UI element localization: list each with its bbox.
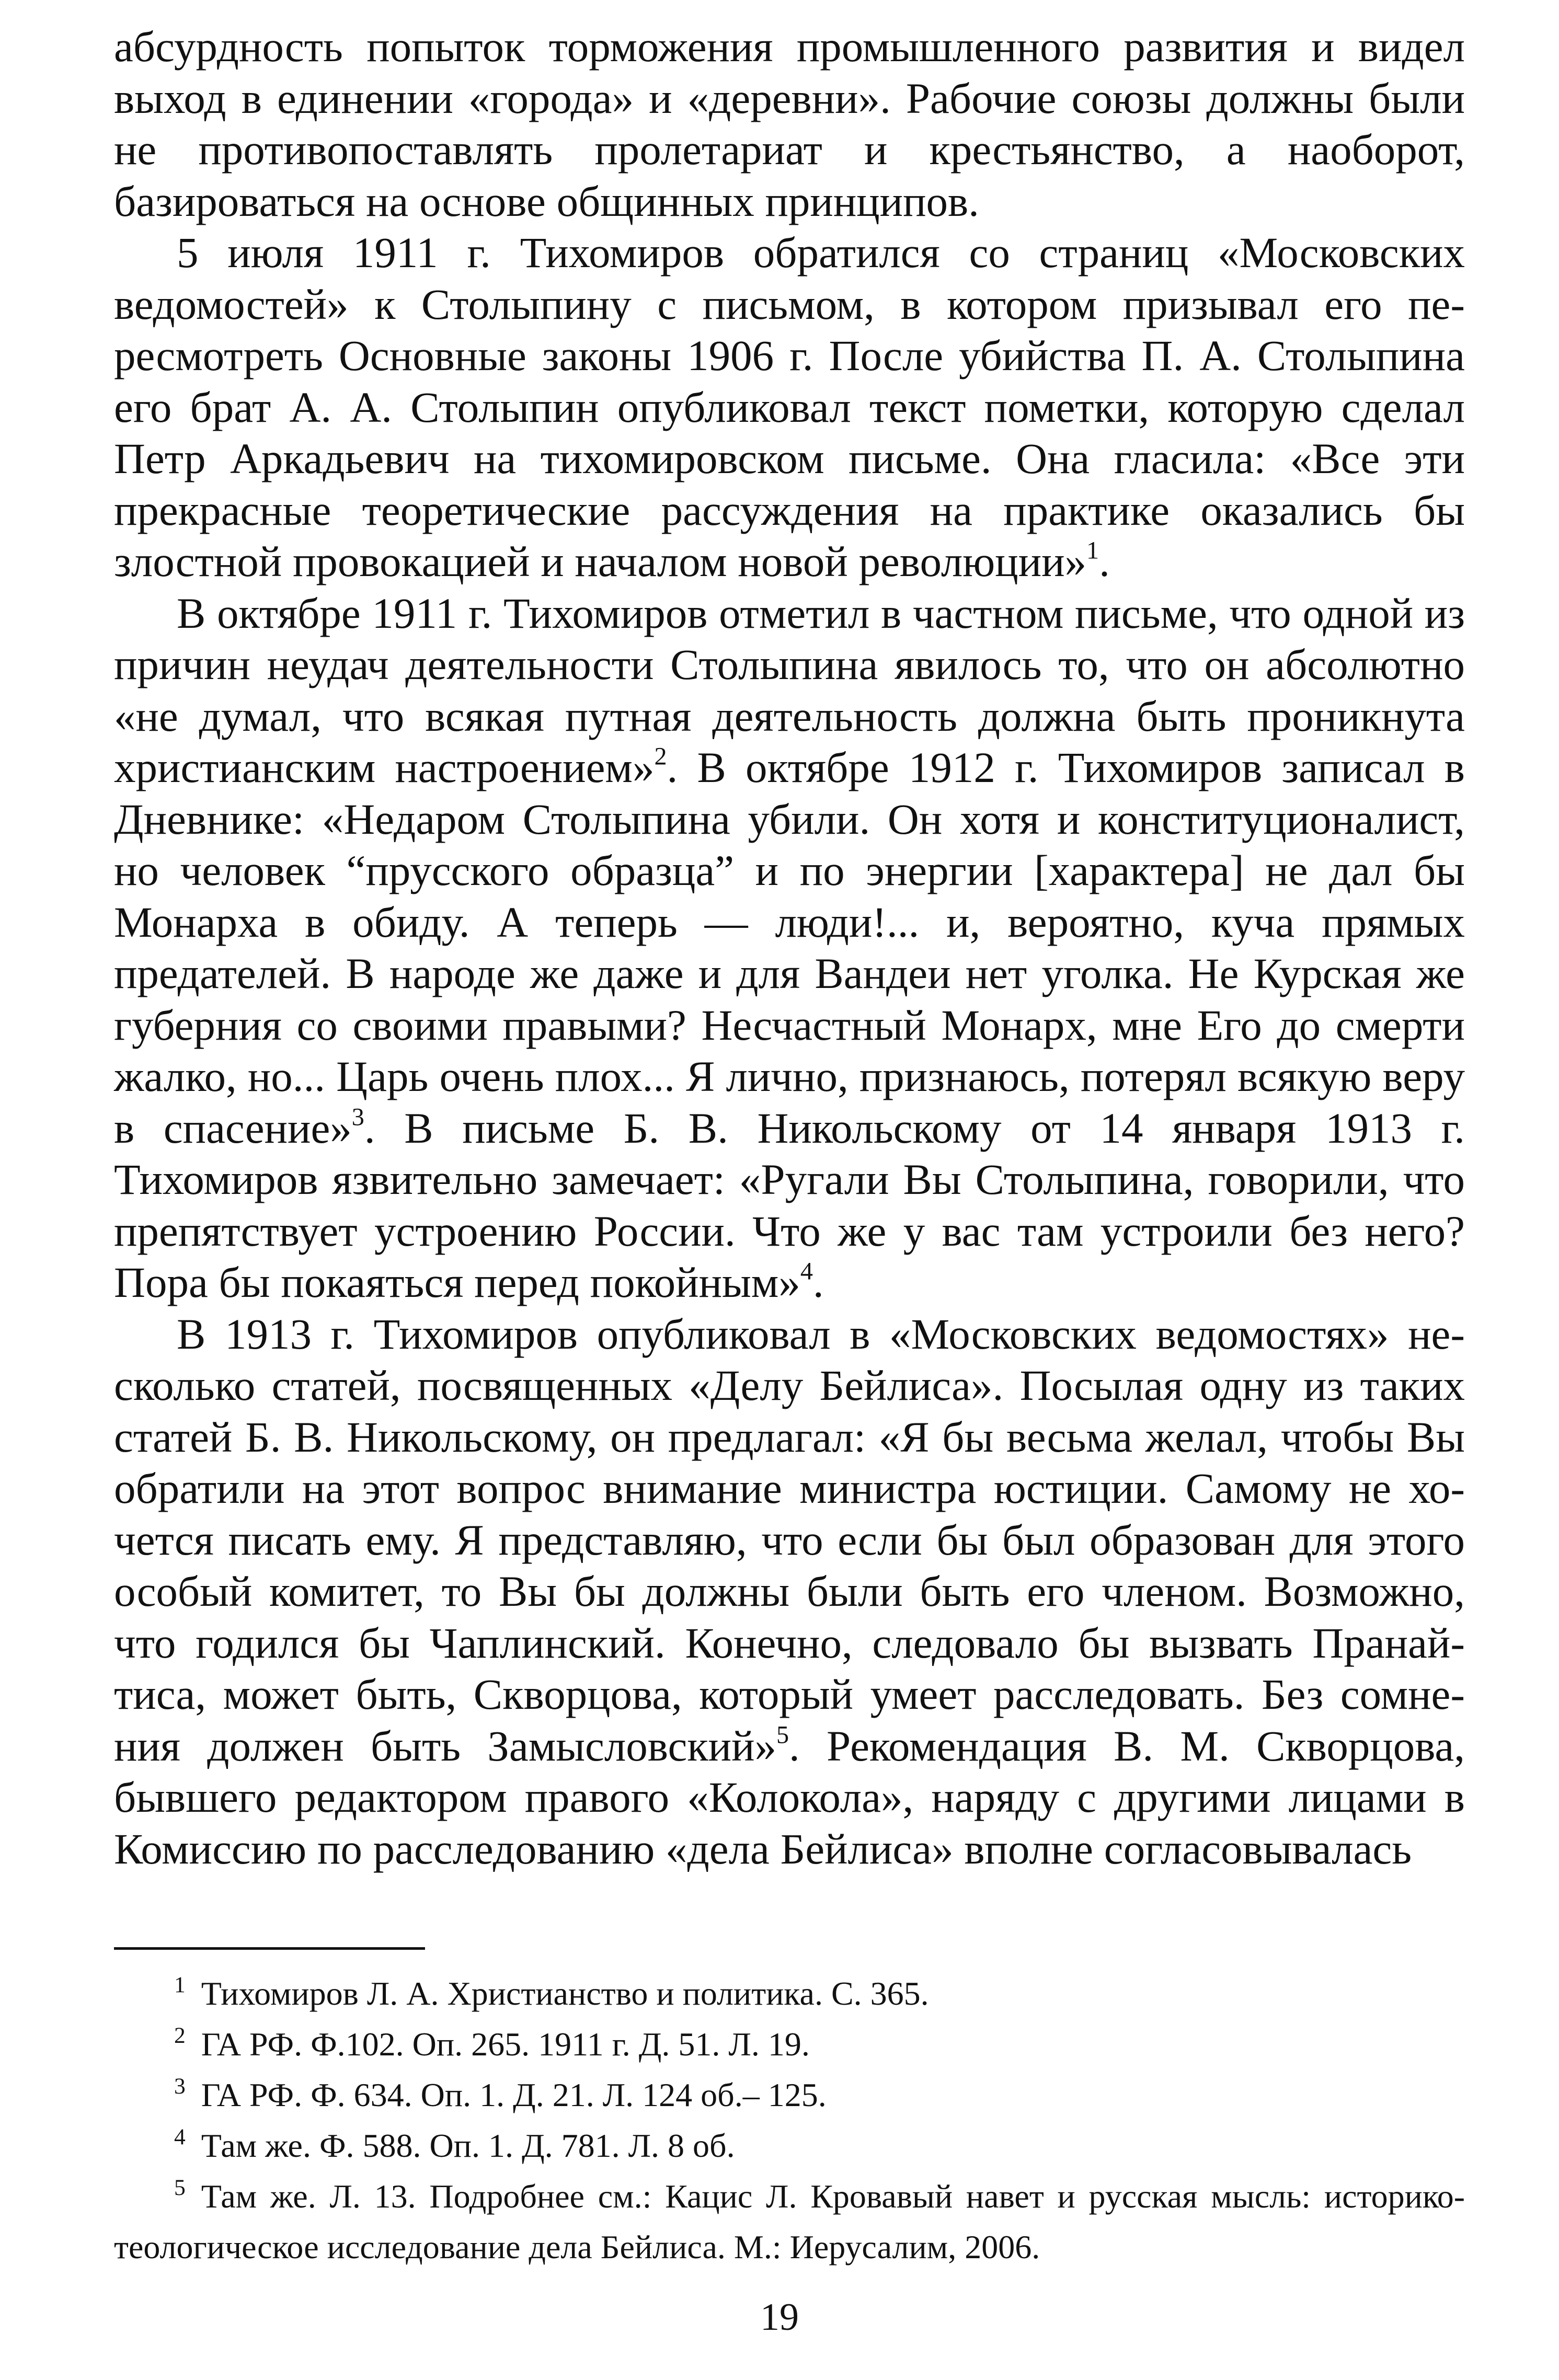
footnote-text: ГА РФ. Ф. 634. Оп. 1. Д. 21. Л. 124 об.– 125. [201, 2076, 827, 2113]
footnote-ref: 1 [1086, 536, 1099, 565]
footnotes [114, 1968, 1465, 2272]
footnote-number: 1 [174, 1972, 186, 1998]
footnote-text: Там же. Л. 13. Подробнее см.: Кацис Л. Кровавый навет и русская мысль: историко-теологическое исследование дела Бейлиса. М.: Иерусалим, 2006. [114, 2178, 1465, 2266]
paragraph-text: . В письме Б. В. Никольскому от 14 января 1913 г. Тихомиров язвительно замечает: «Ругали Вы Столыпина, говорили, что препятствует устроению России. Что же у вас там устроили без него? Пора бы покаяться перед покойным» [114, 1103, 1465, 1306]
paragraph-text: . [812, 1258, 824, 1306]
footnote-4 [114, 2120, 1465, 2171]
paragraph-text: В 1913 г. Тихомиров опубликовал в «Московских ведомостях» несколько статей, посвященных «Делу Бейлиса». Посылая одну из таких статей Б. В. Никольскому, он предлагал: «Я бы весьма желал, чтобы Вы обратили на этот вопрос внимание министра юстиции. Самому не хочется писать ему. Я представляю, что если бы был образован для этого особый комитет, то Вы бы должны были быть его членом. Возможно, что годился бы Чаплинский. Конечно, следовало бы вызвать Пранайтиса, может быть, Скворцова, который умеет расследовать. Без сомнения должен быть Замысловский» [114, 1309, 1465, 1770]
footnote-ref: 4 [800, 1257, 813, 1285]
footnote-number: 2 [174, 2023, 186, 2049]
footnote-3 [114, 2069, 1465, 2120]
paragraph-2 [114, 227, 1465, 588]
paragraph-text: 5 июля 1911 г. Тихомиров обратился со страниц «Московских ведомостей» к Столыпину с письмом, в котором призывал его пересмотреть Основные законы 1906 г. После убийства П. А. Столыпина его брат А. А. Столыпин опубликовал текст пометки, которую сделал Петр Аркадьевич на тихомировском письме. Она гласила: «Все эти прекрасные теоретические рассуждения на практике оказались бы злостной провокацией и началом новой революции» [114, 228, 1465, 585]
paragraph-text: . Рекомендация В. М. Скворцова, бывшего редактором правого «Колокола», наряду с другими лицами в Комиссию по расследованию «дела Бейлиса» вполне согласовывалась [114, 1721, 1465, 1873]
page-number: 19 [760, 2296, 799, 2339]
main-text [114, 21, 1465, 1875]
paragraph-text: . В октябре 1912 г. Тихомиров записал в Дневнике: «Недаром Столыпина убили. Он хотя и конституционалист, но человек “прусского образца” и по энергии [характера] не дал бы Монарха в обиду. А теперь — люди!... и, вероятно, куча прямых предателей. В народе же даже и для Вандеи нет уголка. Не Курская же губерния со своими правыми? Несчастный Монарх, мне Его до смерти жалко, но... Царь очень плох... Я лично, признаюсь, потерял всякую веру в спасение» [114, 743, 1465, 1152]
footnote-ref: 3 [351, 1102, 364, 1131]
footnote-2 [114, 2019, 1465, 2069]
footnote-5 [114, 2171, 1465, 2272]
footnote-ref: 2 [654, 742, 667, 771]
paragraph-1 [114, 21, 1465, 227]
paragraph-4 [114, 1308, 1465, 1875]
paragraph-3 [114, 588, 1465, 1308]
footnote-number: 5 [174, 2175, 186, 2201]
footnote-number: 3 [174, 2074, 186, 2099]
footnote-text: Там же. Ф. 588. Оп. 1. Д. 781. Л. 8 об. [201, 2127, 735, 2164]
footnote-text: ГА РФ. Ф.102. Оп. 265. 1911 г. Д. 51. Л. 19. [201, 2026, 810, 2063]
footnote-text: Тихомиров Л. А. Христианство и политика. С. 365. [201, 1975, 929, 2012]
footnote-number: 4 [174, 2124, 186, 2150]
paragraph-text: . [1099, 537, 1110, 585]
footnote-ref: 5 [776, 1720, 789, 1749]
footnote-1 [114, 1968, 1465, 2019]
paragraph-text: абсурдность попыток торможения промышленного развития и видел выход в единении «города» и «деревни». Рабочие союзы должны были не противопоставлять пролетариат и крестьянство, а наоборот, базироваться на основе общинных принципов. [114, 22, 1465, 225]
footnote-divider [114, 1947, 425, 1950]
paragraph-text: В октябре 1911 г. Тихомиров отметил в частном письме, что одной из причин неудач деятельности Столыпина явилось то, что он абсолютно «не думал, что всякая путная деятельность должна быть проникнута христианским настроением» [114, 589, 1465, 791]
